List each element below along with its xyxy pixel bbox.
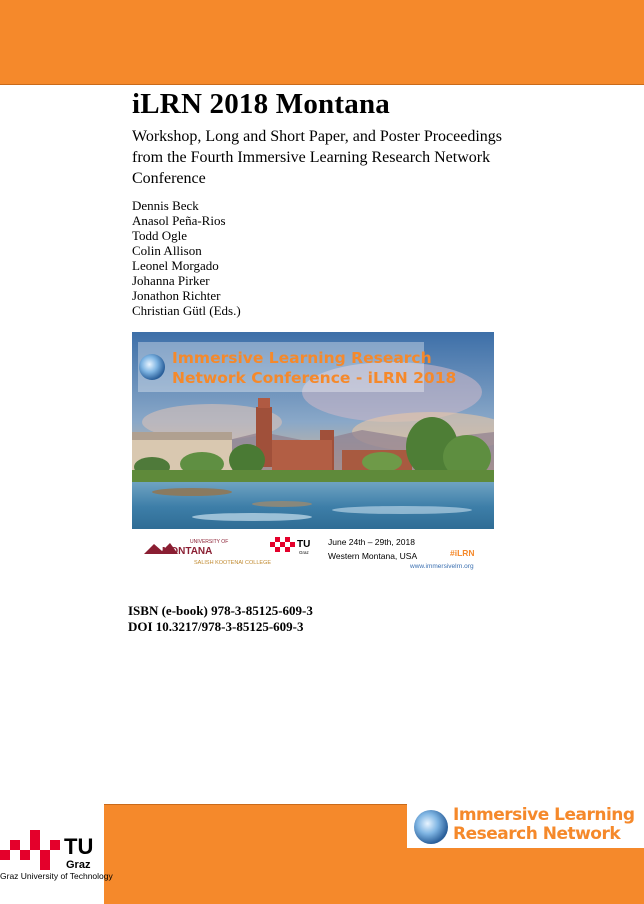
- author-name: Todd Ogle: [132, 228, 188, 243]
- ilrn-logo: [407, 804, 644, 848]
- cover-image: [132, 332, 494, 574]
- author-name: Colin Allison: [132, 243, 202, 258]
- ilrn-globe-icon: [412, 808, 450, 846]
- tu-mark-small: TU: [297, 539, 311, 550]
- salish-college-label: SALISH KOOTENAI COLLEGE: [194, 560, 272, 566]
- ilrn-globe-icon: [139, 354, 165, 380]
- university-small-label: UNIVERSITY OF: [190, 539, 229, 545]
- conference-dates: June 24th – 29th, 2018: [328, 537, 415, 547]
- author-list: [132, 198, 241, 318]
- tu-sub: Graz: [66, 859, 91, 871]
- banner-line-2: Network Conference - iLRN 2018: [172, 369, 457, 387]
- author-name: Leonel Morgado: [132, 258, 219, 273]
- university-name: MONTANA: [162, 546, 213, 557]
- author-name: Jonathon Richter: [132, 288, 221, 303]
- tu-graz-squares-icon: [0, 826, 106, 872]
- isbn-block: [128, 603, 313, 635]
- doi-line: DOI 10.3217/978-3-85125-609-3: [128, 619, 304, 634]
- author-name: Johanna Pirker: [132, 273, 210, 288]
- conference-website: www.immersivelrn.org: [410, 563, 474, 570]
- banner-line-1: Immersive Learning Research: [172, 349, 432, 367]
- tu-caption: Graz University of Technology: [0, 871, 113, 881]
- conference-location: Western Montana, USA: [328, 551, 418, 561]
- montana-landscape-image: [132, 332, 494, 574]
- isbn-line: ISBN (e-book) 978-3-85125-609-3: [128, 603, 313, 618]
- hashtag: #iLRN: [450, 548, 475, 558]
- page-title: iLRN 2018 Montana: [132, 88, 390, 120]
- author-name: Dennis Beck: [132, 198, 199, 213]
- ilrn-logo-line-1: Immersive Learning: [453, 805, 635, 825]
- page-subtitle: Workshop, Long and Short Paper, and Poster Proceedings from the Fourth Immersive Learning Research Network Conference: [132, 128, 503, 187]
- top-orange-band: [0, 0, 644, 85]
- ilrn-logo-line-2: Research Network: [453, 824, 621, 844]
- tu-sub-small: Graz: [299, 550, 309, 555]
- author-name: Anasol Peña-Rios: [132, 213, 226, 228]
- author-name: Christian Gütl (Eds.): [132, 303, 241, 318]
- tu-mark: TU: [64, 834, 94, 859]
